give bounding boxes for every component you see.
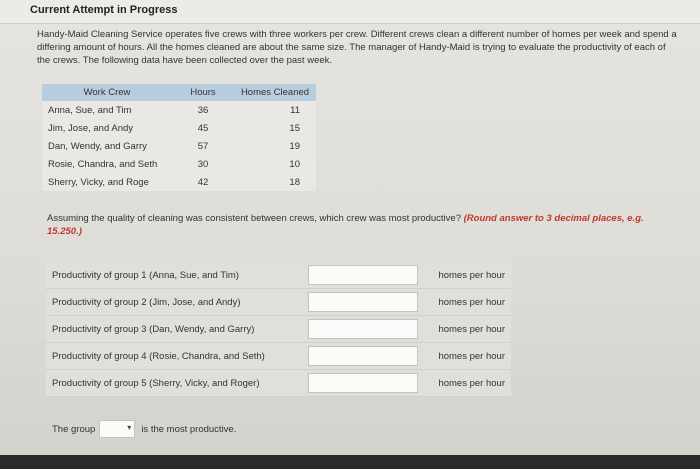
sentence-suffix: is the most productive. bbox=[141, 423, 237, 435]
cell-crew: Sherry, Vicky, and Roge bbox=[42, 173, 172, 191]
answer-row bbox=[46, 343, 511, 370]
most-productive-sentence bbox=[52, 420, 236, 438]
productivity-input-group-3[interactable] bbox=[308, 319, 418, 339]
cell-hours: 30 bbox=[172, 155, 234, 173]
cell-hours: 42 bbox=[172, 173, 234, 191]
answer-label: Productivity of group 4 (Rosie, Chandra, and Seth) bbox=[52, 350, 265, 362]
answer-table bbox=[46, 262, 511, 397]
answer-label: Productivity of group 2 (Jim, Jose, and Andy) bbox=[52, 296, 241, 308]
cell-hours: 45 bbox=[172, 119, 234, 137]
answer-label: Productivity of group 1 (Anna, Sue, and Tim) bbox=[52, 269, 239, 281]
answer-row bbox=[46, 370, 511, 397]
cell-crew: Dan, Wendy, and Garry bbox=[42, 137, 172, 155]
cell-crew: Jim, Jose, and Andy bbox=[42, 119, 172, 137]
problem-statement: Handy-Maid Cleaning Service operates five crews with three workers per crew. Different crews clean a different number of homes per week and spend a differing amount of hours. All the homes cleaned are about the same size. The manager of Handy-Maid is trying to evaluate the productivity of each of the crews. The following data have been collected over the past week. bbox=[37, 29, 677, 66]
cell-crew: Anna, Sue, and Tim bbox=[42, 101, 172, 119]
question-text bbox=[47, 212, 667, 238]
sentence-prefix: The group bbox=[52, 423, 96, 435]
column-header-work-crew: Work Crew bbox=[42, 84, 172, 101]
bottom-bar bbox=[0, 455, 700, 469]
cell-homes: 11 bbox=[234, 101, 316, 119]
cell-hours: 57 bbox=[172, 137, 234, 155]
table-row bbox=[42, 119, 316, 137]
crew-data-table bbox=[42, 84, 316, 191]
question-body: Assuming the quality of cleaning was consistent between crews, which crew was most productive? bbox=[47, 213, 461, 224]
table-header-row bbox=[42, 84, 316, 101]
page-header bbox=[0, 0, 700, 24]
answer-unit: homes per hour bbox=[438, 296, 505, 308]
table-row bbox=[42, 173, 316, 191]
productivity-input-group-4[interactable] bbox=[308, 346, 418, 366]
rounding-hint: (Round answer to 3 decimal places, e.g. 15.250.) bbox=[47, 213, 644, 237]
productivity-input-group-2[interactable] bbox=[308, 292, 418, 312]
answer-label: Productivity of group 3 (Dan, Wendy, and Garry) bbox=[52, 323, 255, 335]
chevron-down-icon: ▾ bbox=[127, 423, 132, 432]
answer-unit: homes per hour bbox=[438, 323, 505, 335]
cell-crew: Rosie, Chandra, and Seth bbox=[42, 155, 172, 173]
answer-unit: homes per hour bbox=[438, 350, 505, 362]
group-select-dropdown[interactable] bbox=[99, 420, 135, 438]
table-row bbox=[42, 155, 316, 173]
answer-row bbox=[46, 262, 511, 289]
cell-hours: 36 bbox=[172, 101, 234, 119]
column-header-homes-cleaned: Homes Cleaned bbox=[234, 84, 316, 101]
answer-label: Productivity of group 5 (Sherry, Vicky, and Roger) bbox=[52, 377, 260, 389]
column-header-hours: Hours bbox=[172, 84, 234, 101]
answer-unit: homes per hour bbox=[438, 269, 505, 281]
cell-homes: 19 bbox=[234, 137, 316, 155]
table-row bbox=[42, 137, 316, 155]
cell-homes: 15 bbox=[234, 119, 316, 137]
answer-row bbox=[46, 289, 511, 316]
cell-homes: 18 bbox=[234, 173, 316, 191]
page-title: Current Attempt in Progress bbox=[30, 4, 178, 16]
table-row bbox=[42, 101, 316, 119]
answer-unit: homes per hour bbox=[438, 377, 505, 389]
answer-row bbox=[46, 316, 511, 343]
cell-homes: 10 bbox=[234, 155, 316, 173]
productivity-input-group-1[interactable] bbox=[308, 265, 418, 285]
productivity-input-group-5[interactable] bbox=[308, 373, 418, 393]
